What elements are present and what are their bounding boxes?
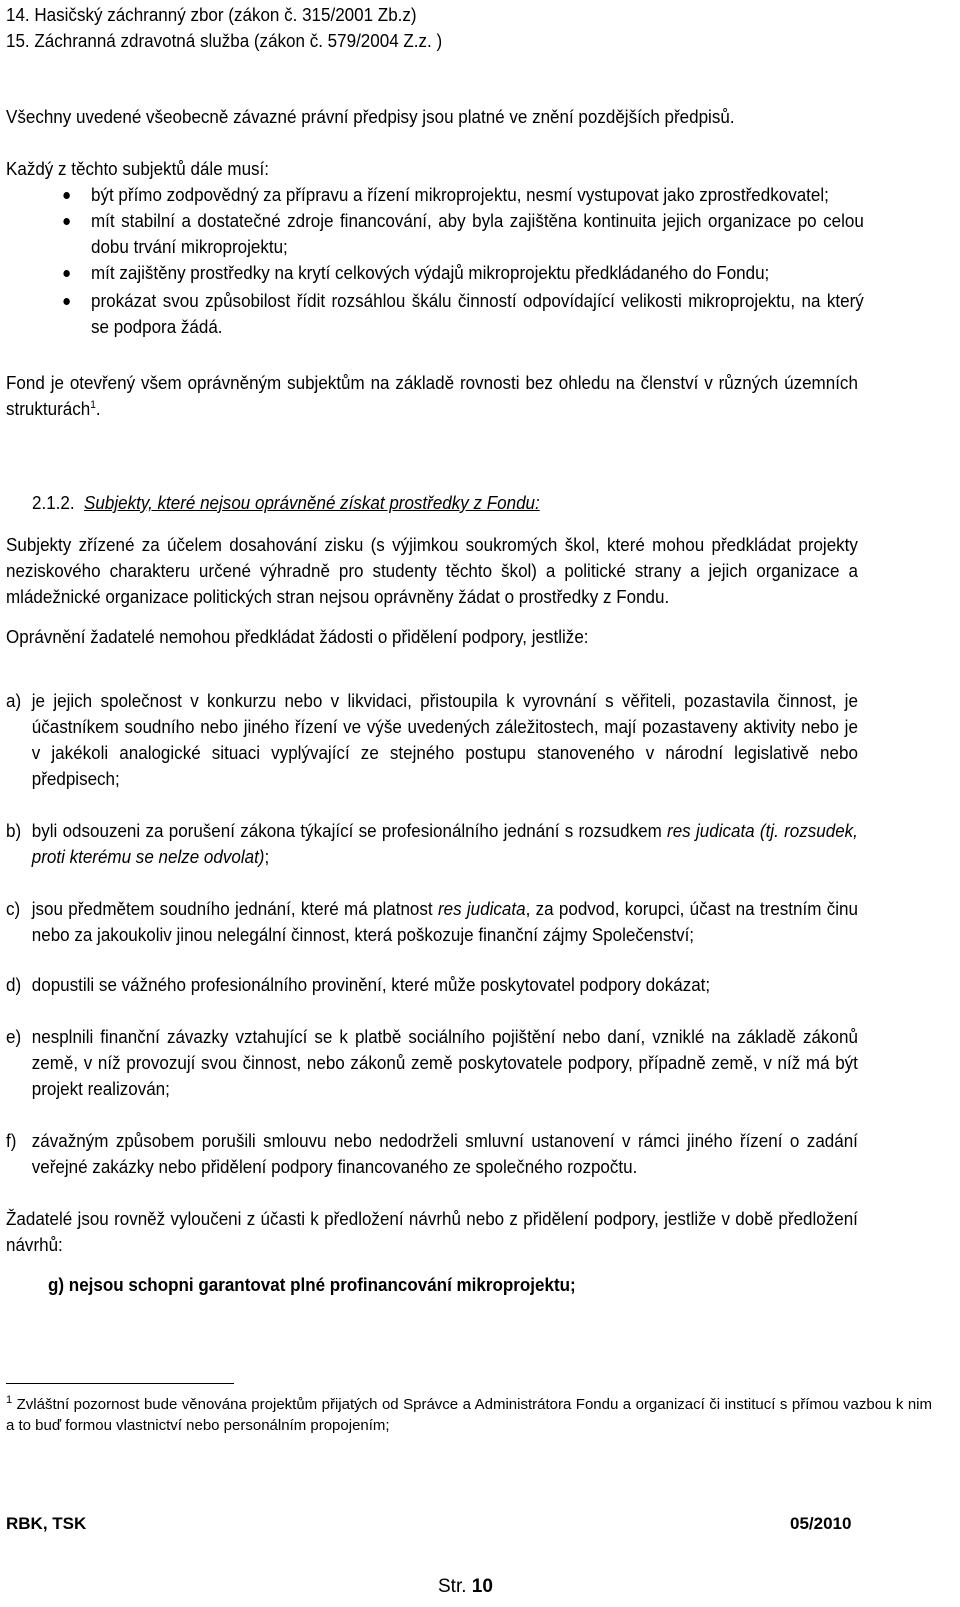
section-heading bbox=[32, 490, 958, 516]
bullet-item: mít zajištěny prostředky na krytí celkových výdajů mikroprojektu předkládaného do Fondu; bbox=[91, 260, 864, 286]
fund-open-paragraph: Fond je otevřený všem oprávněným subjektům na základě rovnosti bez ohledu na členství v různých územních strukturách$^1$. bbox=[6, 372, 858, 419]
bullet-icon bbox=[63, 218, 69, 225]
footnote-divider bbox=[6, 1383, 234, 1384]
footnote-number: 1 bbox=[6, 1394, 13, 1406]
bullet-icon bbox=[63, 270, 69, 277]
excluded-submission-paragraph: Žadatelé jsou rovněž vyloučeni z účasti k předložení návrhů nebo z přidělení podpory, jestliže v době předložení návrhů: bbox=[6, 1208, 858, 1255]
section-number: 2.1.2. bbox=[32, 492, 75, 513]
conditions-intro: Oprávnění žadatelé nemohou předkládat žádosti o přidělení podpory, jestliže: bbox=[6, 626, 589, 647]
bullet-item: prokázat svou způsobilost řídit rozsáhlou škálu činností odpovídající velikosti mikroprojektu, na který se podpora žádá. bbox=[91, 288, 864, 340]
footer-left: RBK, TSK bbox=[6, 1514, 87, 1533]
list-item-15: 15. Záchranná zdravotná služba (zákon č. 579/2004 Z.z. ) bbox=[6, 30, 443, 51]
item-g: g) nejsou schopni garantovat plné profinancování mikroprojektu; bbox=[48, 1274, 576, 1295]
page-number: Str. 10 bbox=[438, 1576, 493, 1597]
bullet-icon bbox=[63, 192, 69, 199]
document-page: 14. Hasičský záchranný zbor (zákon č. 315/2001 Zb.z) 15. Záchranná zdravotná služba (zákon č. 579/2004 Z.z. ) Všechny uvedené všeobecně závazné právní předpisy jsou platné ve znění pozdějších předpisů. Každý z těchto subjektů dále musí: být přímo zodpovědný za přípravu a řízení mikroprojektu, nesmí vystupovat jako zprostředkovatel; mít stabilní a dostatečné zdroje financování, aby byla zajištěna kontinuita jejich organizace po celou dobu trvání mikroprojektu; mít zajištěny prostředky na krytí celkových výdajů mikroprojektu předkládaného do Fondu; prokázat svou způsobilost řídit rozsáhlou škálu činností odpovídající velikosti mikroprojektu, na který se podpora žádá. Fond je otevřený všem oprávněným subjektům na základě rovnosti bez ohledu na členství v různých územních strukturách$^1$. 2.1.2. Subjekty, které nejsou oprávněné získat prostředky z Fondu: Subjekty zřízené za účelem dosahování zisku (s výjimkou soukromých škol, které mohou předkládat projekty neziskového charakteru určené výhradně pro studenty těchto škol) a politické strany a jejich organizace a mládežnické organizace politických stran nejsou oprávněny žádat o prostředky z Fondu. Oprávnění žadatelé nemohou předkládat žádosti o přidělení podpory, jestliže: a) je jejich společnost v konkurzu nebo v likvidaci, přistoupila k vyrovnání s věřiteli, pozastavila činnost, je účastníkem soudního nebo jiného řízení ve výše uvedených záležitostech, mají pozastaveny aktivity nebo je v jakékoli analogické situaci vyplývající ze stejného postupu stanoveného v národní legislativě nebo předpisech; b) byli odsouzeni za porušení zákona týkající se profesionálního jednání s rozsudkem res judicata (tj. rozsudek, proti kterému se nelze odvolat); c) jsou předmětem soudního jednání, které má platnost res judicata, za podvod, korupci, účast na trestním činu nebo za jakoukoliv jinou nelegální činnost, která poškozuje finanční zájmy Společenství; d) dopustili se vážného profesionálního provinění, které může poskytovatel podpory dokázat; e) nesplnili finanční závazky vztahující se k platbě sociálního pojištění nebo daní, vzniklé na základě zákonů země, v níž provozují svou činnost, nebo zákonů země poskytovatele podpory, případně země, v níž má být projekt realizován; f) závažným způsobem porušili smlouvu nebo nedodrželi smluvní ustanovení v rámci jiného řízení o zadání veřejné zakázky nebo přidělení podpory financovaného ze společného rozpočtu. Žadatelé jsou rovněž vyloučeni z účasti k předložení návrhů nebo z přidělení podpory, jestliže v době předložení návrhů: g) nejsou schopni garantovat plné profinancování mikroprojektu; $^1$ Zvláštní pozornost bude věnována projektům přijatých od Správce a Administrátora Fondu a organizací či institucí s přímou vazbou k nim a to buď formou vlastnictví nebo personálním propojením; RBK, TSK 05/2010 Str. 10 bbox=[0, 0, 960, 1607]
subjects-heading: Každý z těchto subjektů dále musí: bbox=[6, 158, 270, 179]
intro-paragraph: Všechny uvedené všeobecně závazné právní předpisy jsou platné ve znění pozdějších předpisů. bbox=[6, 106, 735, 127]
list-item-14: 14. Hasičský záchranný zbor (zákon č. 315/2001 Zb.z) bbox=[6, 4, 417, 25]
bullet-item: mít stabilní a dostatečné zdroje financování, aby byla zajištěna kontinuita jejich organizace po celou dobu trvání mikroprojektu; bbox=[91, 208, 864, 260]
bullet-item: být přímo zodpovědný za přípravu a řízení mikroprojektu, nesmí vystupovat jako zprostředkovatel; bbox=[91, 182, 864, 208]
footnote-ref: 1 bbox=[90, 398, 96, 411]
footnote: $^1$ Zvláštní pozornost bude věnována projektům přijatých od Správce a Administrátora Fondu a organizací či institucí s přímou vazbou k nim a to buď formou vlastnictví nebo personálním propojením; bbox=[6, 1394, 933, 1434]
footer-right: 05/2010 bbox=[790, 1514, 852, 1533]
bullet-icon bbox=[63, 298, 69, 305]
excluded-paragraph: Subjekty zřízené za účelem dosahování zisku (s výjimkou soukromých škol, které mohou předkládat projekty neziskového charakteru určené výhradně pro studenty těchto škol) a politické strany a jejich organizace a mládežnické organizace politických stran nejsou oprávněny žádat o prostředky z Fondu. bbox=[6, 534, 858, 607]
section-title: Subjekty, které nejsou oprávněné získat prostředky z Fondu: bbox=[84, 492, 540, 513]
